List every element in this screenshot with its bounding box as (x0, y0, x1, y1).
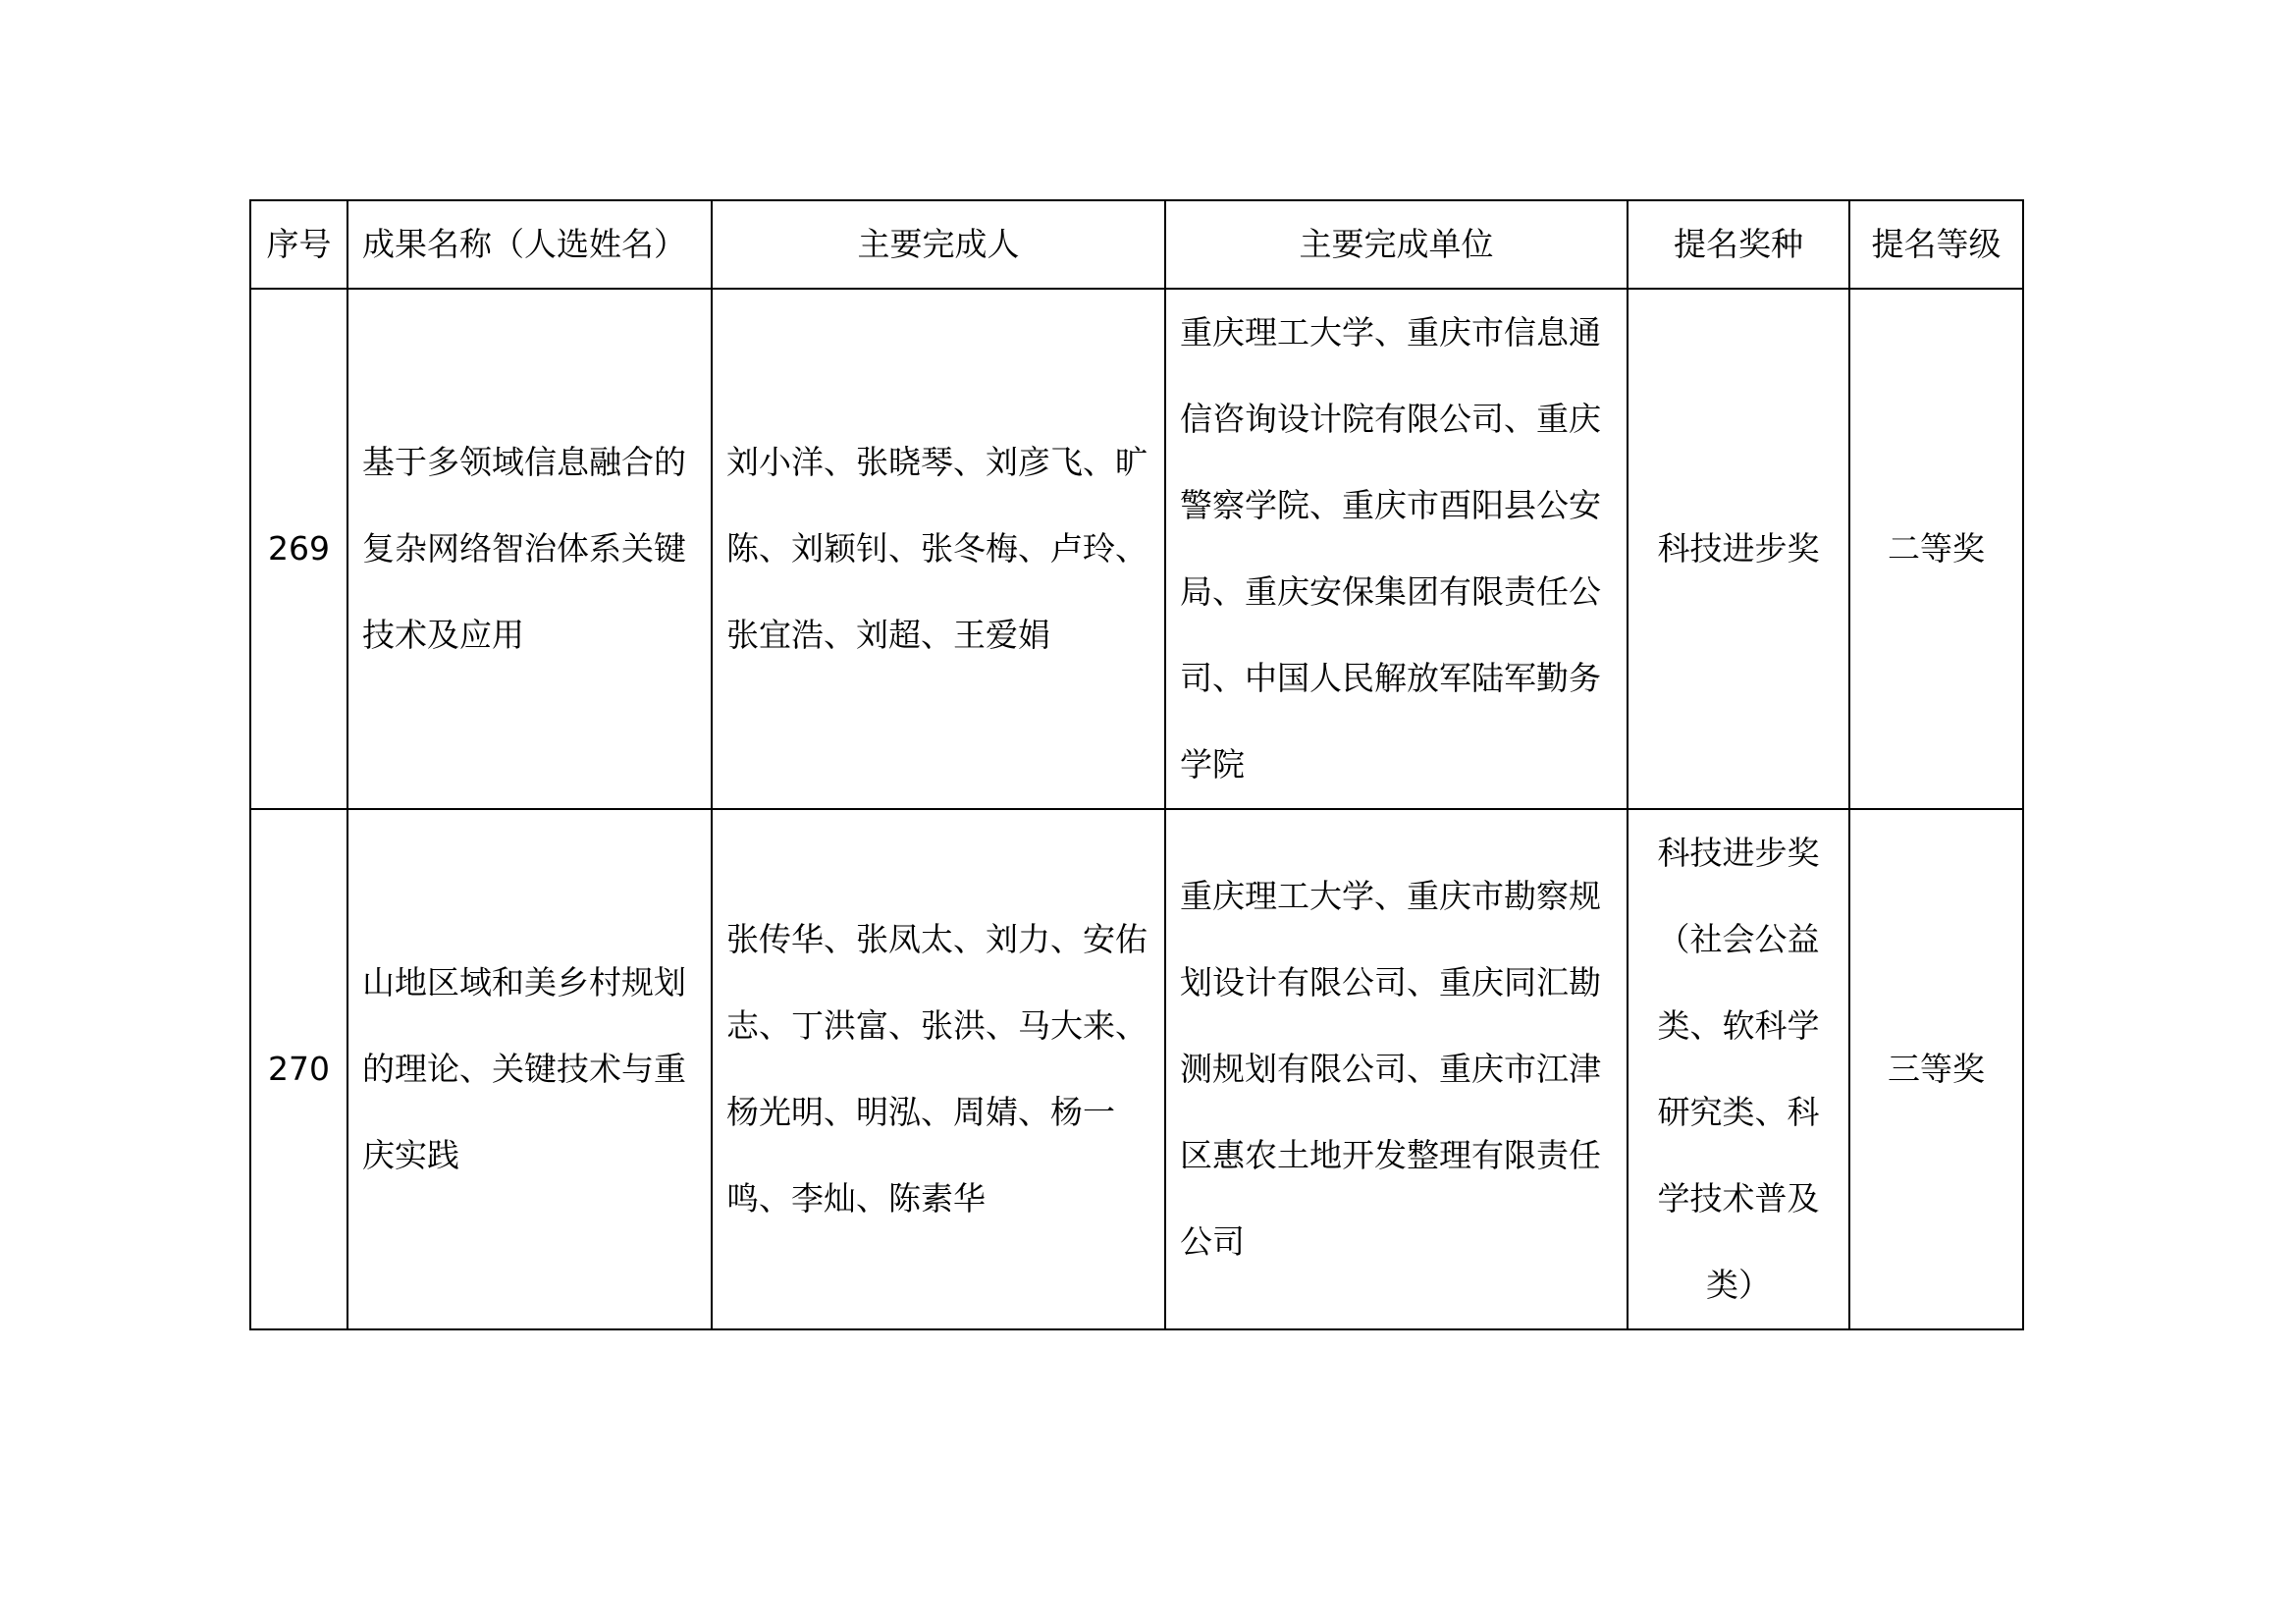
table-row (250, 809, 2023, 1329)
row-units-text: 重庆理工大学、重庆市信息通信咨询设计院有限公司、重庆警察学院、重庆市酉阳县公安局、重庆安保集团有限责任公司、中国人民解放军陆军勤务学院 (1180, 313, 1601, 784)
header-award-level: 提名等级 (1849, 200, 2023, 289)
row-units-text: 重庆理工大学、重庆市勘察规划设计有限公司、重庆同汇勘测规划有限公司、重庆市江津区惠农土地开发整理有限责任公司 (1180, 877, 1601, 1261)
award-table (249, 199, 2024, 1330)
row-index: 269 (250, 289, 347, 809)
row-award-type (1628, 289, 1849, 809)
header-persons: 主要完成人 (712, 200, 1165, 289)
table-row (250, 289, 2023, 809)
header-row (250, 200, 2023, 289)
row-name (347, 809, 712, 1329)
row-persons-text: 刘小洋、张晓琴、刘彦飞、旷陈、刘颖钊、张冬梅、卢玲、张宜浩、刘超、王爱娟 (726, 443, 1148, 654)
row-award-type-text: 科技进步奖 (1657, 529, 1820, 568)
header-units: 主要完成单位 (1165, 200, 1628, 289)
row-persons (712, 289, 1165, 809)
row-award-level: 二等奖 (1849, 289, 2023, 809)
header-award-type: 提名奖种 (1628, 200, 1849, 289)
table-body (250, 289, 2023, 1329)
row-index: 270 (250, 809, 347, 1329)
table-header (250, 200, 2023, 289)
row-persons (712, 809, 1165, 1329)
header-name: 成果名称（人选姓名） (347, 200, 712, 289)
header-index: 序号 (250, 200, 347, 289)
row-persons-text: 张传华、张凤太、刘力、安佑志、丁洪富、张洪、马大来、杨光明、明泓、周婧、杨一鸣、李灿、陈素华 (726, 920, 1148, 1218)
row-name (347, 289, 712, 809)
row-award-type-text: 科技进步奖（社会公益类、软科学研究类、科学技术普及类） (1657, 834, 1820, 1304)
row-units (1165, 809, 1628, 1329)
row-award-level: 三等奖 (1849, 809, 2023, 1329)
row-units (1165, 289, 1628, 809)
row-name-text: 山地区域和美乡村规划的理论、关键技术与重庆实践 (362, 963, 686, 1174)
row-name-text: 基于多领域信息融合的复杂网络智治体系关键技术及应用 (362, 443, 686, 654)
row-award-type (1628, 809, 1849, 1329)
